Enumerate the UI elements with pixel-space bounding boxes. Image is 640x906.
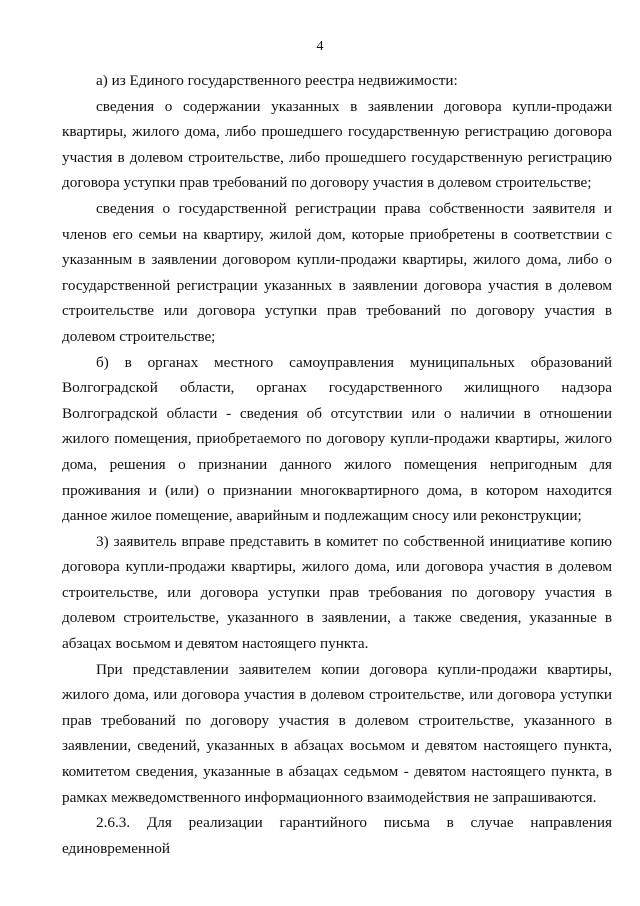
paragraph-b-local-authorities: б) в органах местного самоуправления муниципальных образований Волгоградской области, органах государственного жилищного надзора Волгоградской области - сведения об отсутствии или о наличии в отношении жилого помещения, приобретаемого по договору купли-продажи квартиры, жилого дома, решения о признании данного жилого помещения непригодным для проживания и (или) о признании многоквартирного дома, в котором находится данное жилое помещение, аварийным и подлежащим сносу или реконструкции;	[62, 353, 612, 525]
paragraph-contract-info: сведения о содержании указанных в заявлении договора купли-продажи квартиры, жилого дома, либо прошедшего государственную регистрацию договора участия в долевом строительстве, либо прошедшего государственную регистрацию договора уступки прав требований по договору участия в долевом строительстве;	[62, 97, 612, 192]
paragraph-submission-copies: При представлении заявителем копии договора купли-продажи квартиры, жилого дома, или договора участия в долевом строительстве, или договора уступки прав требований по договору участия в долевом строительстве, указанного в заявлении, сведений, указанных в абзацах восьмом и девятом настоящего пункта, комитетом сведения, указанные в абзацах седьмом - девятом настоящего пункта, в рамках межведомственного информационного взаимодействия не запрашиваются.	[62, 660, 612, 806]
paragraph-3-applicant-right: 3) заявитель вправе представить в комитет по собственной инициативе копию договора купли-продажи квартиры, жилого дома, или договора участия в долевом строительстве, или договора уступки прав требования по договору участия в долевом строительстве, указанного в заявлении, а также сведения, указанные в абзацах восьмом и девятом настоящего пункта.	[62, 532, 612, 653]
paragraph-a-egrn: а) из Единого государственного реестра недвижимости:	[96, 72, 458, 89]
document-body	[62, 68, 612, 861]
paragraph-2-6-3: 2.6.3. Для реализации гарантийного письма в случае направления единовременной	[62, 814, 612, 857]
paragraph-ownership-registration: сведения о государственной регистрации права собственности заявителя и членов его семьи на квартиру, жилой дом, которые приобретены в соответствии с указанным в заявлении договором купли-продажи квартиры, жилого дома, либо о государственной регистрации указанных в заявлении договора участия в долевом строительстве или договора уступки прав требований по договору участия в долевом строительстве;	[62, 199, 612, 345]
page-number: 4	[316, 39, 324, 54]
